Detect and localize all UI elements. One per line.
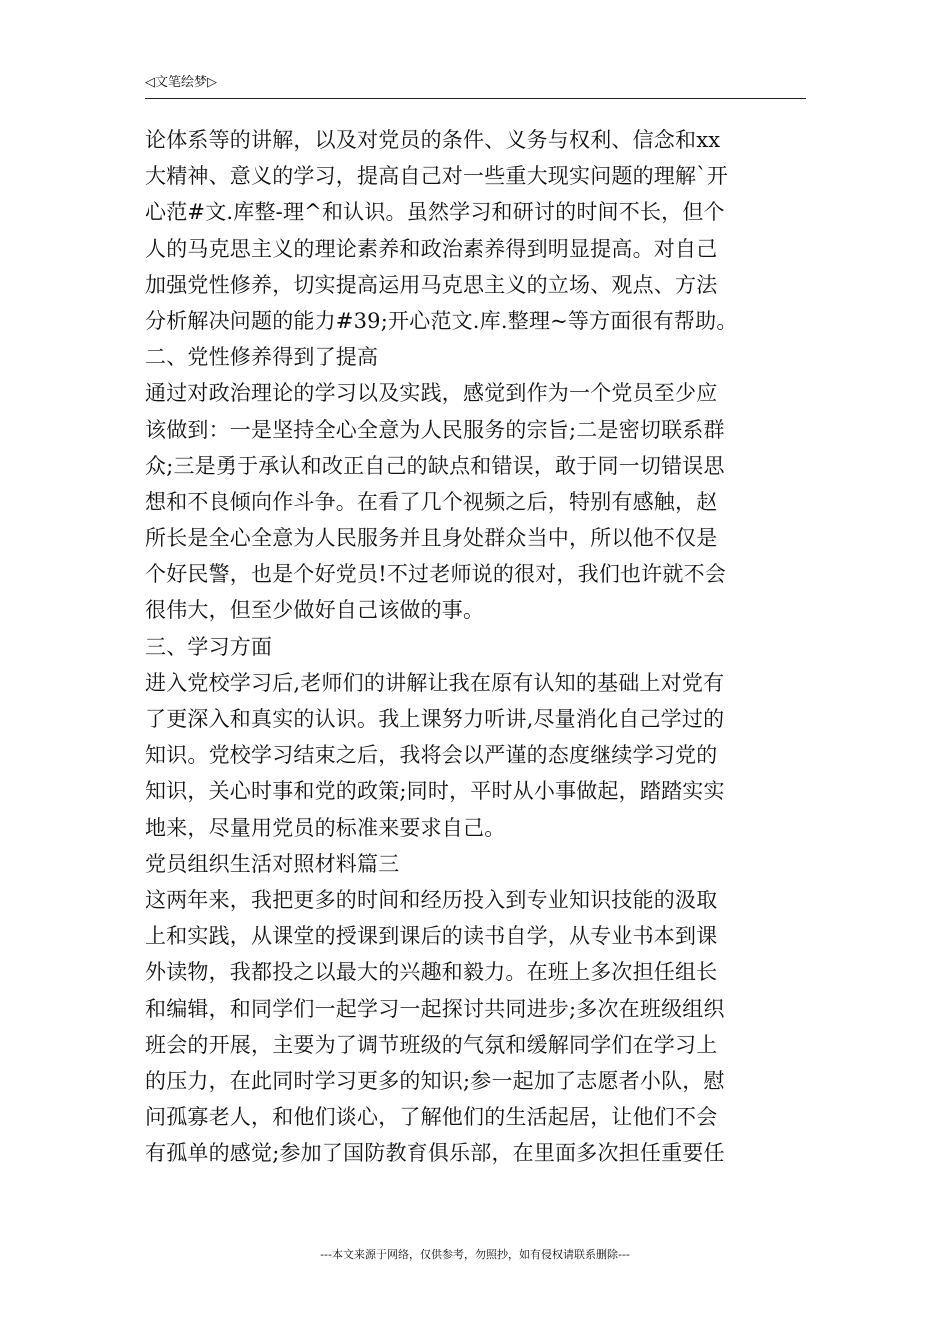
text-line: 的压力，在此同时学习更多的知识;参一起加了志愿者小队，慰 [145, 1068, 725, 1093]
text-line: 上和实践，从课堂的授课到课后的读书自学，从专业书本到课 [145, 924, 718, 949]
text-line: 党员组织生活对照材料篇三 [145, 851, 400, 876]
text-line: 大精神、意义的学习，提高自己对一些重大现实问题的理解`开 [145, 164, 729, 189]
text-line: 外读物，我都投之以最大的兴趣和毅力。在班上多次担任组长 [145, 960, 718, 985]
text-line: 地来，尽量用党员的标准来要求自己。 [145, 815, 506, 840]
text-line: 和编辑，和同学们一起学习一起探讨共同进步;多次在班级组织 [145, 996, 725, 1021]
text-line: 二、党性修养得到了提高 [145, 345, 379, 370]
text-line: 通过对政治理论的学习以及实践，感觉到作为一个党员至少应 [145, 381, 718, 406]
text-line: 班会的开展，主要为了调节班级的气氛和缓解同学们在学习上 [145, 1032, 718, 1057]
text-line: 该做到：一是坚持全心全意为人民服务的宗旨;二是密切联系群 [145, 417, 725, 442]
text-line: 知识。党校学习结束之后，我将会以严谨的态度继续学习党的 [145, 743, 718, 768]
text-line: 分析解决问题的能力#39;开心范文.库.整理~等方面很有帮助。 [145, 308, 738, 333]
document-body [145, 122, 806, 1171]
text-line: 论体系等的讲解，以及对党员的条件、义务与权利、信念和xx [145, 128, 721, 152]
text-line: 问孤寡老人，和他们谈心，了解他们的生活起居，让他们不会 [145, 1105, 718, 1130]
text-line: 心范#文.库整-理^和认识。虽然学习和研讨的时间不长，但个 [145, 200, 725, 225]
text-line: 众;三是勇于承认和改正自己的缺点和错误，敢于同一切错误思 [145, 453, 725, 478]
text-line: 所长是全心全意为人民服务并且身处群众当中，所以他不仅是 [145, 526, 718, 551]
text-line: 这两年来，我把更多的时间和经历投入到专业知识技能的汲取 [145, 887, 718, 912]
text-line: 三、学习方面 [145, 634, 273, 659]
footer-disclaimer: ---本文来源于网络，仅供参考，勿照抄，如有侵权请联系删除--- [320, 1248, 630, 1261]
text-line: 想和不良倾向作斗争。在看了几个视频之后，特别有感触，赵 [145, 489, 718, 514]
text-line: 知识，关心时事和党的政策;同时，平时从小事做起，踏踏实实 [145, 779, 725, 804]
text-line: 人的马克思主义的理论素养和政治素养得到明显提高。对自己 [145, 236, 718, 261]
text-line: 进入党校学习后,老师们的讲解让我在原有认知的基础上对党有 [145, 670, 725, 695]
text-line: 有孤单的感觉;参加了国防教育俱乐部，在里面多次担任重要任 [145, 1141, 725, 1166]
text-line: 个好民警，也是个好党员!不过老师说的很对，我们也许就不会 [145, 562, 727, 587]
header-title: ◁文笔绘梦▷ [145, 75, 217, 90]
text-line: 了更深入和真实的认识。我上课努力听讲,尽量消化自己学过的 [145, 707, 725, 731]
text-line: 加强党性修养，切实提高运用马克思主义的立场、观点、方法 [145, 272, 718, 297]
text-line: 很伟大，但至少做好自己该做的事。 [145, 598, 485, 623]
page-header [145, 74, 806, 99]
